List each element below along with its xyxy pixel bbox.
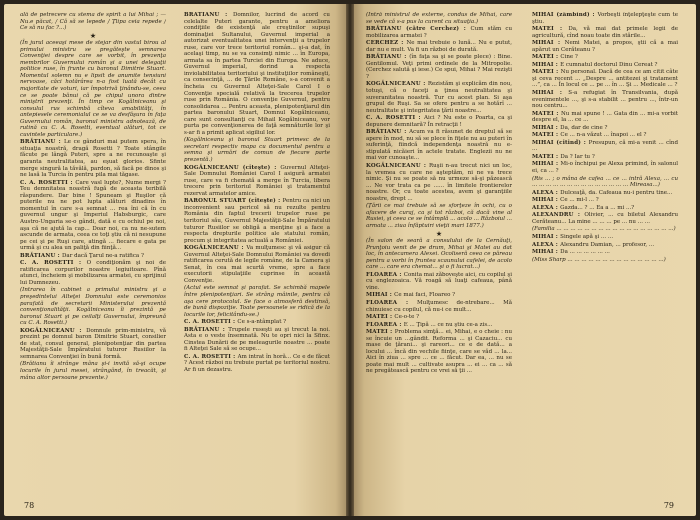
dialogue-text: Olivier, ... cu biletul Alexandru Cerăteanu... La mine ... ... ... pe ... nu ... ... xyxy=(532,212,678,225)
speaker-name: C. A. ROSETTI : xyxy=(366,115,425,122)
dialogue-line xyxy=(184,327,330,353)
section-divider-star: ★ xyxy=(435,229,443,238)
stage-direction: (Actul este semnat şi parafat. Se schimbă mapele între plenipotenţiari. Se strâng mâinile, pentru că aşa cere protocolul. Se face o atmosferă destinsă, de bună dispoziţie. Toate persoanele se ridică de la locurile lor, felicitându-se.) xyxy=(184,285,330,318)
speaker-name: MIHAI : xyxy=(532,124,561,131)
speaker-name: BRĂTIANU : xyxy=(20,252,63,259)
speaker-name: KOGĂLNICEANU : xyxy=(20,327,87,334)
dialogue-text: Nu personal. Dacă de cea ce am citit câte şi ceva recent ... „Despre ... antitezei şi tratament ...”, ca ... În locul ce ... pe ... în ... Şi ... Medicale ... ? xyxy=(532,69,678,89)
dialogue-text: S-a refugiat în Transilvania, după evenimentele ..., şi s-a stabilit ... pentru ..., într-un nou centru... xyxy=(532,90,678,110)
speaker-name: KOGĂLNICEANU : xyxy=(366,81,428,88)
speaker-name: MIHAI : xyxy=(366,292,395,299)
dialogue-line xyxy=(532,154,678,161)
speaker-name: MIHAI : xyxy=(532,161,561,168)
dialogue-text: Trupele ruseşti au şi trecut la noi. Asta e o veste însemnată. Nu te opri nici la Sfinx. Cinstea Dunării de pe meleagurile noastre ... poate fi Alteţei Sale să se ocupe... xyxy=(184,326,330,353)
dialogue-line xyxy=(532,140,678,153)
speaker-name: BRĂTIANU : xyxy=(20,139,64,146)
book-gutter xyxy=(346,4,354,516)
dialogue-line xyxy=(532,125,678,132)
speaker-name: C. A. ROSETTI : xyxy=(184,319,238,326)
dialogue-text: Care vasl lupte?, Nume mergi ? Teu demnitatea noastră fugă de aceasta teribilă răspundere. Dar bine ! Spuneam şi Ruşilor că puterile nu ne pot lupta alături dinadins în momentul în care s-a semnat ... rea îni că în cu guvernul ungur şi Imperiul Habsburgic, care Austro-Ungaria se-o gândi, dată e cu ochiul pe noi, aşa că ne ajută la cap... Doar noi, ca nu ne-sutem ascunde de armata, ceea ce toţi ştiu că ni nesupune pe cei şi pe Ruşi care, atingă ... fiecare e gata pe urmă şi cu alea un paliţă din fiinţă... xyxy=(20,179,166,252)
dialogue-text: O condiţionăm şi noi de ratificarea corpurilor noastre legiuitoare. Pînă atunci, încheiem şi mobilizarea armatei, cu sprijinul lui Dumnezeu. xyxy=(20,260,166,286)
speaker-name: MIHAI : xyxy=(532,233,561,240)
stage-direction: (Intră ministrul de externe, condus de Mihai, care se vede că s-a pus la curent cu situaţia.) xyxy=(366,12,512,25)
dialogue-line xyxy=(532,249,678,256)
dialogue-line xyxy=(532,26,678,39)
dialogue-line xyxy=(20,139,166,178)
dialogue-line xyxy=(532,190,678,197)
stage-direction: (Brătianu îi strânge mâna şi-i invită să-şi ocupe locurile în jurul mesei, strângând, în treacăt, şi mâna altor persoane prezente.) xyxy=(20,361,166,381)
speaker-name: FLOAREA : xyxy=(366,299,418,306)
dialogue-text: Ce mai faci, Floareo ? xyxy=(394,292,456,299)
dialogue-text: Ce ... n-a văzut ... înapoi ... el ? xyxy=(560,132,647,139)
dialogue-text: Da ... ... ... ... ... ... xyxy=(560,249,610,256)
dialogue-line xyxy=(366,26,512,39)
dialogue-line xyxy=(184,12,330,136)
dialogue-line xyxy=(184,354,330,374)
dialogue-line xyxy=(184,165,330,198)
dialogue-line xyxy=(366,54,512,80)
dialogue-text: Nu mai spune ! ... Gata din ... mi-a vorbit despre el, la ... ce ... xyxy=(532,110,678,124)
dialogue-line xyxy=(532,234,678,241)
dialogue-line xyxy=(532,132,678,139)
speaker-name: BRĂTIANU : xyxy=(184,326,229,333)
speaker-name: MATEI : xyxy=(532,26,569,33)
dialogue-line xyxy=(532,212,678,225)
speaker-name: BRĂTIANU (către Cerchez) : xyxy=(366,26,471,33)
dialogue-text: E ... Ţipă ... ce nu ştiu ce-a zis... xyxy=(403,321,493,328)
speaker-name: ALEXA : xyxy=(532,204,561,211)
dialogue-text: Rezistăm şi explicăm din nou, totuşi, că o faceţi a ţinea neutralitatea şi suveranitatea noastră. Tur cu acest plan. Si aşa grupul de Ruşi. Sa se ofere pentru a se hotărî ... neutralitate şi integritatea ţării noastre... xyxy=(366,81,512,114)
stage-direction: (În jurul aceeaşi mese de stejar din vastul birou al primului ministru se pregăteşte semnarea Convenţiei despre care se vorbit, în prezenţa membrilor Guvernului român şi a unei delegaţii politice ruse, în frunte cu baronul Dimitrie Stuart. Momentul solemn nu e lipsit de anumite tensiuni nervoase, căci hotărârea n-a fost luată decât cu majoritate de voturi, iar împotrivă ţinându-se, ceea ce se poate bănui că pe chipul unora dintre miniştrii prezenţi. În timp ce Kogălniceanu şi consulul rus schimbă cîteva amabilităţi, în antepiesele ceremonialul ce se va desfăşura în faţa Guvernului român, baronul ministru adnotează, de rutină cu C. A. Rosetti, eventual alături, tot ce cuvintele particulare.) xyxy=(20,40,166,138)
speaker-name: KOGĂLNICEANU : xyxy=(184,245,247,252)
stage-direction: (În salon de seară a consulului de la Cernăuţi, Prunţoiu venit de pe drum, Mihai şi Matei au dat loc, în antecamera Alexei. Ocoliseră ceea ce păreau pentru a vorbi în fruntea scaunului cafelei, de acolo care ... care era chemat... şi o fi lucrat...) xyxy=(366,238,512,271)
dialogue-line xyxy=(532,69,678,89)
dialogue-text: E cumnatul doctorul Dinu Cereat ? xyxy=(560,61,658,68)
dialogue-line xyxy=(366,163,512,202)
speaker-name: FLOAREA : xyxy=(366,271,404,278)
dialogue-line xyxy=(20,260,166,286)
dialogue-text: Presupun, că mi-a venit ... cînd ... xyxy=(532,139,678,153)
dialogue-line xyxy=(366,322,512,329)
dialogue-text: Mulţumesc de-ntrebare... Mă chinuiesc cu copilul, că nu-i ce mult... xyxy=(366,299,512,313)
stage-direction: (Familia ... ... ... ... ... ... ... ... ... ... ... ... ... ... ... ... ...) xyxy=(532,226,676,233)
dialogue-line xyxy=(366,314,512,321)
dialogue-text: Aici ? Nu este o Poarta, ca şi depunere demnitară? În retracţii ! xyxy=(366,115,512,128)
dialogue-line xyxy=(366,300,512,313)
dialogue-text: Acum va fi răsunet de dreptul să se apere în mod, nu să se plece în fiţele nu au puteri în suferinţă, fiindcă independenţa noastră nu e-stipulată nicăieri în actele tratate. Englezii nu ne mai vor cunoaşte... xyxy=(366,129,512,162)
speaker-name: KOGĂLNICEANU : xyxy=(366,163,429,170)
stage-direction: (Ris ... ; o mâna de cafea ... ce ... intră Alexa, ... cu ... ... ... ... ... ... ... ... ... ... ... ... ... ... Mireasa...) xyxy=(532,175,678,189)
stage-direction: (Miss Sharp ... ... ... ... ... ... ... ... ... ... ... ... ... ...) xyxy=(532,256,666,263)
speaker-name: MIHAI : xyxy=(532,90,569,97)
speaker-name: BRĂTIANU : xyxy=(184,12,233,18)
speaker-name: CERCHEZ : xyxy=(366,40,407,47)
speaker-name: MIHAI : xyxy=(532,61,561,68)
speaker-name: FLOAREA : xyxy=(366,321,404,328)
dialogue-line xyxy=(532,161,678,174)
speaker-name: C. A. ROSETTI : xyxy=(184,353,238,360)
speaker-name: ALEXA : xyxy=(532,241,561,248)
speaker-name: MATEI : xyxy=(366,329,395,336)
dialogue-text: (în faţa sa şi se poate plece) : Bine. Gentilomul. Veţi primi ordinele de la Mitropolie. (Cerchez salută şi iese.) Ce spui, Mihai ? Mai rezişti ? xyxy=(366,54,512,80)
dialogue-text: Nemi Matei, a propos, ştii că a mai apărut un Cerăteanu ? xyxy=(532,40,678,53)
dialogue-line xyxy=(366,115,512,128)
speaker-name: KOGĂLNICEANU (citeşte) : xyxy=(184,164,281,171)
dialogue-line xyxy=(20,253,166,260)
dialogue-line xyxy=(184,319,330,326)
dialogue-text: Problema simţă... ei, Mihai, e o cheie : nu se încuie un ...gândit. Reforma ... şi Cazaciu... cu mase de ţărani... şi rareori... ce e de dată... a locului ... încă din vechile fiinţe, care se văd ... la... Aici în ziua ... spre ... ce ... făcut. Dar ea, ... nu se poate mai mult ... cultivate asupra ... ei ... ca ... să ne pregătească pentru ce vrei să ţii ... xyxy=(366,329,512,375)
speaker-name: C. A. ROSETTI : xyxy=(20,179,76,186)
dialogue-line xyxy=(366,129,512,162)
speaker-name: MATEI : xyxy=(532,69,561,76)
speaker-name: MIHAI (citind) : xyxy=(532,139,589,146)
dialogue-text: Da ? Iar tu ? xyxy=(560,153,595,160)
page-number-left: 78 xyxy=(24,501,35,510)
dialogue-text: Da, dar de cine ? xyxy=(560,124,608,131)
speaker-name: MIHAI (zâmbind) : xyxy=(532,12,598,18)
dialogue-text: Ne mai trebuie o lună... Nu e putut, dar nu e mult. Va fi un război de durată. xyxy=(366,40,512,53)
speaker-name: MATEI : xyxy=(532,54,561,61)
right-page xyxy=(354,4,696,516)
dialogue-line xyxy=(366,272,512,292)
right-page-column-1 xyxy=(366,12,512,498)
dialogue-text: Da, vă mai dat primele legii de agricultură, cînd noau toate din stările... xyxy=(532,26,678,39)
speaker-name: MIHAI : xyxy=(532,249,561,256)
dialogue-line xyxy=(532,242,678,249)
speaker-name: BRĂTIANU : xyxy=(366,129,410,136)
dialogue-line xyxy=(366,40,512,53)
speaker-name: MATEI : xyxy=(532,132,561,139)
dialogue-text: Ruşii n-au trecut nici un loc, la vremea cu care ne aşteptăm, ni ne va trece nimic. Şi nu se poate să nu urmeze să-şi păzească ... Ne vor trata ca pe ...... în limitele frontierelor noastre. Or, cu toate acestea, avem şi garanţiile noastre, drept ... xyxy=(366,163,512,202)
speaker-name: MATEI : xyxy=(532,153,561,160)
left-page-column-1 xyxy=(20,12,166,498)
stage-direction: ală de petrecere cu stema de spirit a lui Mihai ; — Nu.e păcat, / Că să se lepede / Ţlipa ceia repede / Ce să nu fac ?...) xyxy=(20,12,166,32)
dialogue-text: Ce-o-te ? xyxy=(394,314,420,321)
dialogue-line xyxy=(366,292,512,299)
dialogue-line xyxy=(532,54,678,61)
speaker-name: BRĂTIANU : xyxy=(366,54,410,61)
dialogue-text: Domnule prim-ministru, vă prezint pe domnul baron Dimitrie Stuart, consilier de stat, consul general, plenipotenţiar din partea Majestăţii-Sale Împăratului tuturor Rusiilor la semnarea Convenţiei în bună formă. xyxy=(20,327,166,360)
speaker-name: ALEXANDRU : xyxy=(532,212,585,219)
left-page xyxy=(4,4,346,516)
dialogue-text: Dulceaţă, da. Cafeaua nu-i pentru tine... xyxy=(560,189,673,196)
dialogue-line xyxy=(366,81,512,114)
dialogue-line xyxy=(532,205,678,212)
dialogue-text: Ce s-a-ntâmplat ? xyxy=(237,319,287,326)
dialogue-text: Guvernul Alteţei-Sale Domnului României Carol I asigură armatei ruse, care va fi chemată a merge în Turcia, libera trecere prin teritoriul României şi tratamentul rezervat armatelor amice. xyxy=(184,164,330,197)
dialogue-text: Vorbeşti înţelepţeşte cum te ştiu. xyxy=(532,12,678,25)
dialogue-text: Am intrat în horă... Ce e de făcut ? Acest război nu trebuie purtat pe teritoriul nostru. Ar fi un dezastru. xyxy=(184,353,330,373)
right-page-column-2 xyxy=(532,12,678,498)
dialogue-text: Cine ? xyxy=(560,54,578,61)
dialogue-text: Pentru ca nici un inconvenient sau pericol să nu rezulte pentru România din faptul trecerii trupelor ruse pe teritoriul său, Guvernul Majestăţii-Sale Împăratului tuturor Rusiilor se obligă a menţine şi a face a respecta drepturile politice ale statului român, precum şi integritatea actuală a României. xyxy=(184,198,330,244)
dialogue-line xyxy=(532,111,678,124)
dialogue-text: Singele apă şi ... ... xyxy=(560,233,614,240)
dialogue-text: Mi-o închipui pe Alexa primind, în salonul ei, ca ... ? xyxy=(532,161,678,175)
dialogue-line xyxy=(184,245,330,284)
dialogue-line xyxy=(532,40,678,53)
page-number-right: 79 xyxy=(663,501,674,510)
dialogue-line xyxy=(532,197,678,204)
dialogue-line xyxy=(20,180,166,252)
dialogue-line xyxy=(20,328,166,361)
stage-direction: (Ţării ce mai trebuie să se sforţeze în ochi, cu o afacere de curaj, ca şi tot război, că dacă vine al Rusiei, şi ceea ce se întâmplă ... acolo ... Războiul ... armata ... ziua înfăptuiri vieţii mari 1877.) xyxy=(366,203,512,229)
dialogue-text: Dar dacă Ţarul ne-a ratifica ? xyxy=(62,252,144,259)
dialogue-text: Va mulţumesc şi vă asigur că Guvernul Alteţei-Sale Domnului României va dovedi ratificarea cerută de legile române, de la Camera şi Senat, în cea mai scurtă vreme, spre a face executorii stipulaţiile cuprinse în această Convenţie. xyxy=(184,245,330,284)
dialogue-text: Gazda... ? ... Ea a ... mi ...? xyxy=(560,204,635,211)
speaker-name: MIHAI : xyxy=(532,197,561,204)
stage-direction: (Kogălniceanu şi baronul Stuart primesc de la secretari respectiv mapa cu documentul pentru a semna şi urmări de comun de fiecare parte prezentă.) xyxy=(184,137,330,164)
left-page-column-2 xyxy=(184,12,330,498)
dialogue-text: Domnilor, lucrind de acord cu celelalte Puteri garante, pentru a ameliora condiţiile de existenţă ale creştinilor supuşi dominaţiei Sultanului, Guvernul imperial a autorizat eventualitatea unei intervenţii a trupelor ruse, care vor trece teritoriul român... şi-a dat, în acelaşi timp, nu se va consimţi nimic ... în Europa, armata sa în partea Turciei din Europa. Ne aduce, Guvernul imperial, dorind a respecta inviolabilitatea teritoriului şi instituţiilor româneşti, ca consecinţă, ... de Ţările Române, s-a convenit a încheia cu Guvernul Alteţei-Sale Carol I o Convenţie specială relativă la trecerea trupelor ruse prin România. O convenţie Guvernul, pentru consolidarea ... Pentru aceasta, plenipotenţiarul din partea baronului Stuart, Domnul Kogălniceanu, care sunt consultanţi cu Mihail Kogălniceanu, vor purta pe convenţionerea de faţă semnăturile lor şi s-ar fi a primit aplicat sigiliul lor. xyxy=(184,12,330,136)
dialogue-text: Cum stăm cu mobilizarea armatei ? xyxy=(366,26,512,39)
speaker-name: BARONUL STUART (citeşte) : xyxy=(184,198,283,205)
dialogue-line xyxy=(366,329,512,375)
stage-direction: (Intrarea în cabinet a primului ministru şi a preşedintelui Alteţei Domnului este ceremonios parafată de secretarii Ministerului prezentă convenţionalităţii. Kogălniceanu îi prezintă pe baronul Stuart şi pe ceilalţi Guvernului, împreună cu C. A. Rosetti.) xyxy=(20,287,166,327)
dialogue-line xyxy=(532,90,678,110)
dialogue-line xyxy=(532,12,678,25)
dialogue-line xyxy=(532,62,678,69)
speaker-name: MATEI : xyxy=(532,110,561,117)
speaker-name: ALEXA : xyxy=(532,189,561,196)
dialogue-text: Conita mai zăboveşte aici, cu copilul şi cu englezoaica. Vă roagă să luaţi cafeaua, până vine. xyxy=(366,271,512,291)
dialogue-line xyxy=(184,198,330,244)
dialogue-text: Ce ... mi-l ... ? xyxy=(560,197,599,204)
speaker-name: MIHAI : xyxy=(532,40,565,47)
speaker-name: C. A. ROSETTI : xyxy=(20,260,87,267)
dialogue-text: Alexandru Damian, ... profesor, ... xyxy=(560,241,655,248)
dialogue-text: Le ce gânduri mai putem spera, în situaţia noastră, dragă Rosetti ? Toate stângile făcute pe lângă Puteri, spre a ne recunoaşte şi garanta neutralitatea, au eşuat glorios. Sfinte merge singură la tăvălă, pardon, să facă pe dinos şi ne lasă la Turcia în pentru pila mai tăgase. xyxy=(20,139,166,179)
speaker-name: MATEI : xyxy=(366,314,395,321)
section-divider-star: ★ xyxy=(89,31,97,40)
